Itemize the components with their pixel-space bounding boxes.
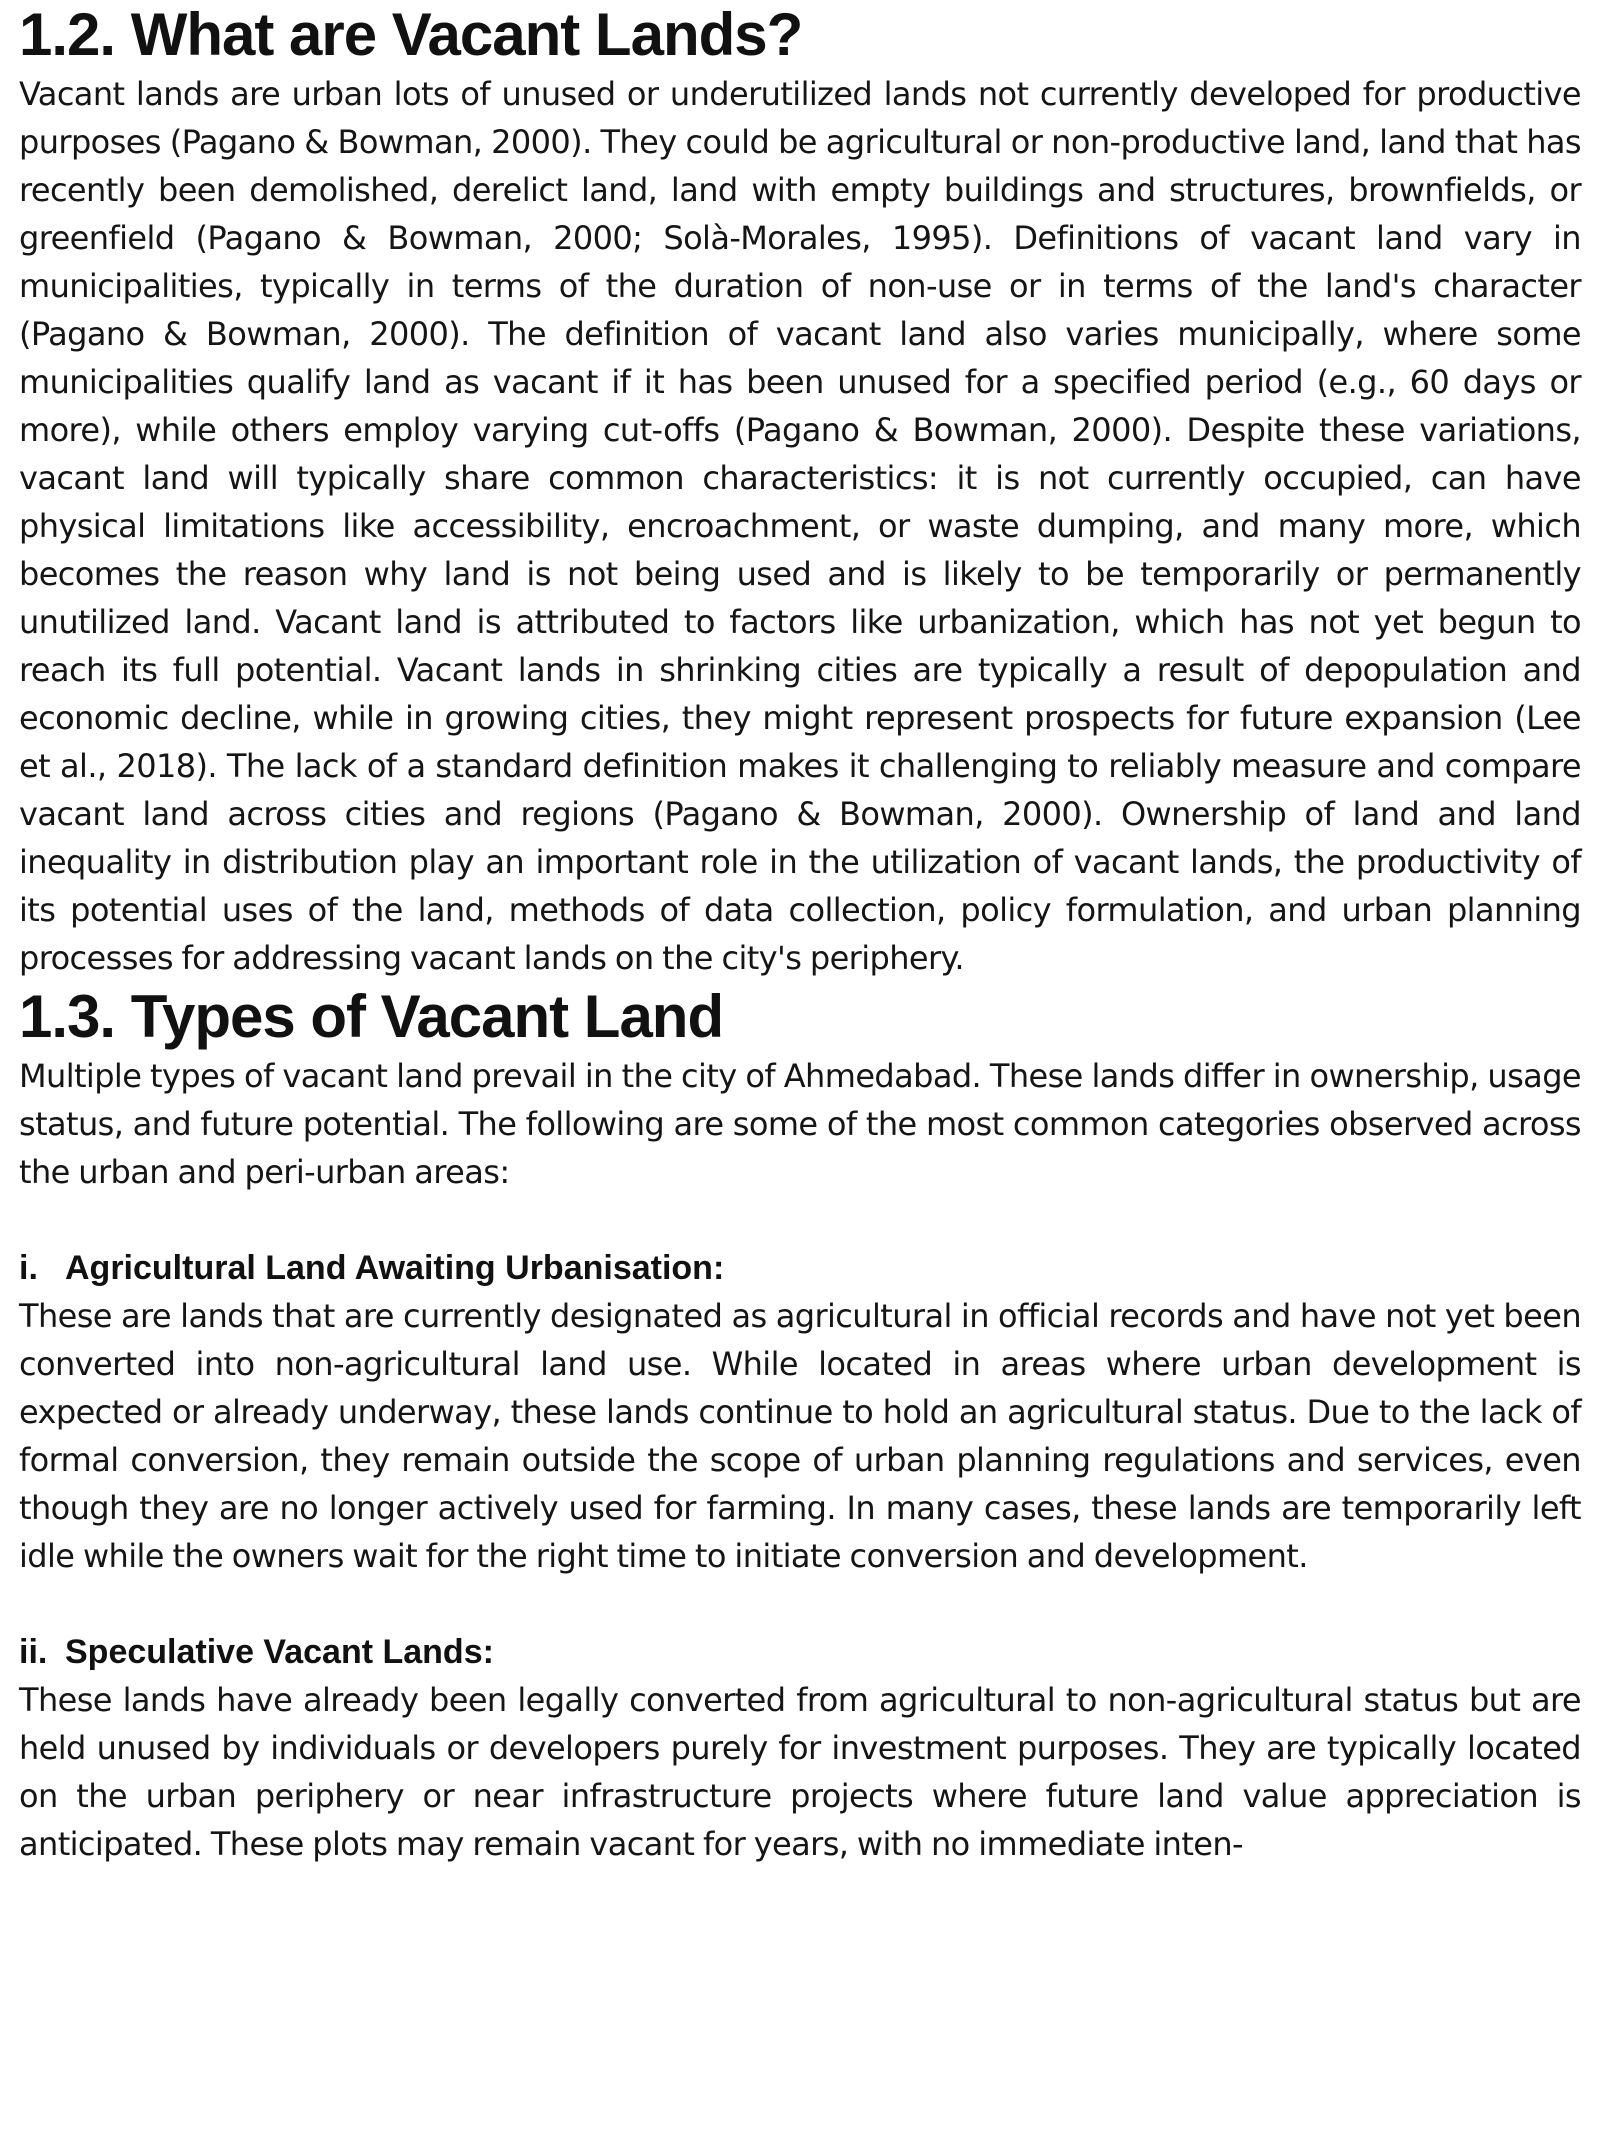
- type-heading-speculative: [19, 1628, 1581, 1676]
- type-heading-agricultural: [19, 1244, 1581, 1292]
- section-heading-1-3: 1.3. Types of Vacant Land: [19, 983, 724, 1050]
- paragraph-agricultural-land: These are lands that are currently designated as agricultural in official records and have not yet been converted into non-agricultural land use. While located in areas where urban development is expected or already underway, these lands continue to hold an agricultural status. Due to the lack of formal conversion, they remain outside the scope of urban planning regulations and services, even though they are no longer actively used for farming. In many cases, these lands are temporarily left idle while the owners wait for the right time to initiate conversion and development.: [19, 1297, 1581, 1575]
- type-title: Speculative Vacant Lands:: [65, 1633, 494, 1671]
- paragraph-speculative-lands: These lands have already been legally converted from agricultural to non-agricultural status but are held unused by individuals or developers purely for investment purposes. They are typically located on the urban periphery or near infrastructure projects where future land value appreciation is anticipated. These plots may remain vacant for years, with no immediate inten-: [19, 1681, 1581, 1863]
- type-numeral: ii.: [19, 1633, 48, 1671]
- paragraph-types-intro: Multiple types of vacant land prevail in the city of Ahmedabad. These lands differ in ownership, usage status, and future potential. The following are some of the most common categories observed across the urban and peri-urban areas:: [19, 1057, 1581, 1191]
- document-page: [19, 0, 1581, 1868]
- type-numeral: i.: [19, 1249, 38, 1287]
- section-heading-1-2: 1.2. What are Vacant Lands?: [19, 1, 803, 68]
- paragraph-vacant-lands-definition: Vacant lands are urban lots of unused or underutilized lands not currently developed for productive purposes (Pagano & Bowman, 2000). They could be agricultural or non-productive land, land that has recently been demolished, derelict land, land with empty buildings and structures, brownfields, or greenfield (Pagano & Bowman, 2000; Solà-Morales, 1995). Definitions of vacant land vary in municipalities, typically in terms of the duration of non-use or in terms of the land's character (Pagano & Bowman, 2000). The definition of vacant land also varies municipally, where some municipalities qualify land as vacant if it has been unused for a specified period (e.g., 60 days or more), while others employ varying cut-offs (Pagano & Bowman, 2000). Despite these variations, vacant land will typically share common characteristics: it is not currently occupied, can have physical limitations like accessibility, encroachment, or waste dumping, and many more, which becomes the reason why land is not being used and is likely to be temporarily or permanently unutilized land. Vacant land is attributed to factors like urbanization, which has not yet begun to reach its full potential. Vacant lands in shrinking cities are typically a result of depopulation and economic decline, while in growing cities, they might represent prospects for future expansion (Lee et al., 2018). The lack of a standard definition makes it challenging to reliably measure and compare vacant land across cities and regions (Pagano & Bowman, 2000). Ownership of land and land inequality in distribution play an important role in the utilization of vacant lands, the productivity of its potential uses of the land, methods of data collection, policy formulation, and urban planning processes for addressing vacant lands on the city's periphery.: [19, 75, 1581, 977]
- type-title: Agricultural Land Awaiting Urbanisation:: [65, 1249, 725, 1287]
